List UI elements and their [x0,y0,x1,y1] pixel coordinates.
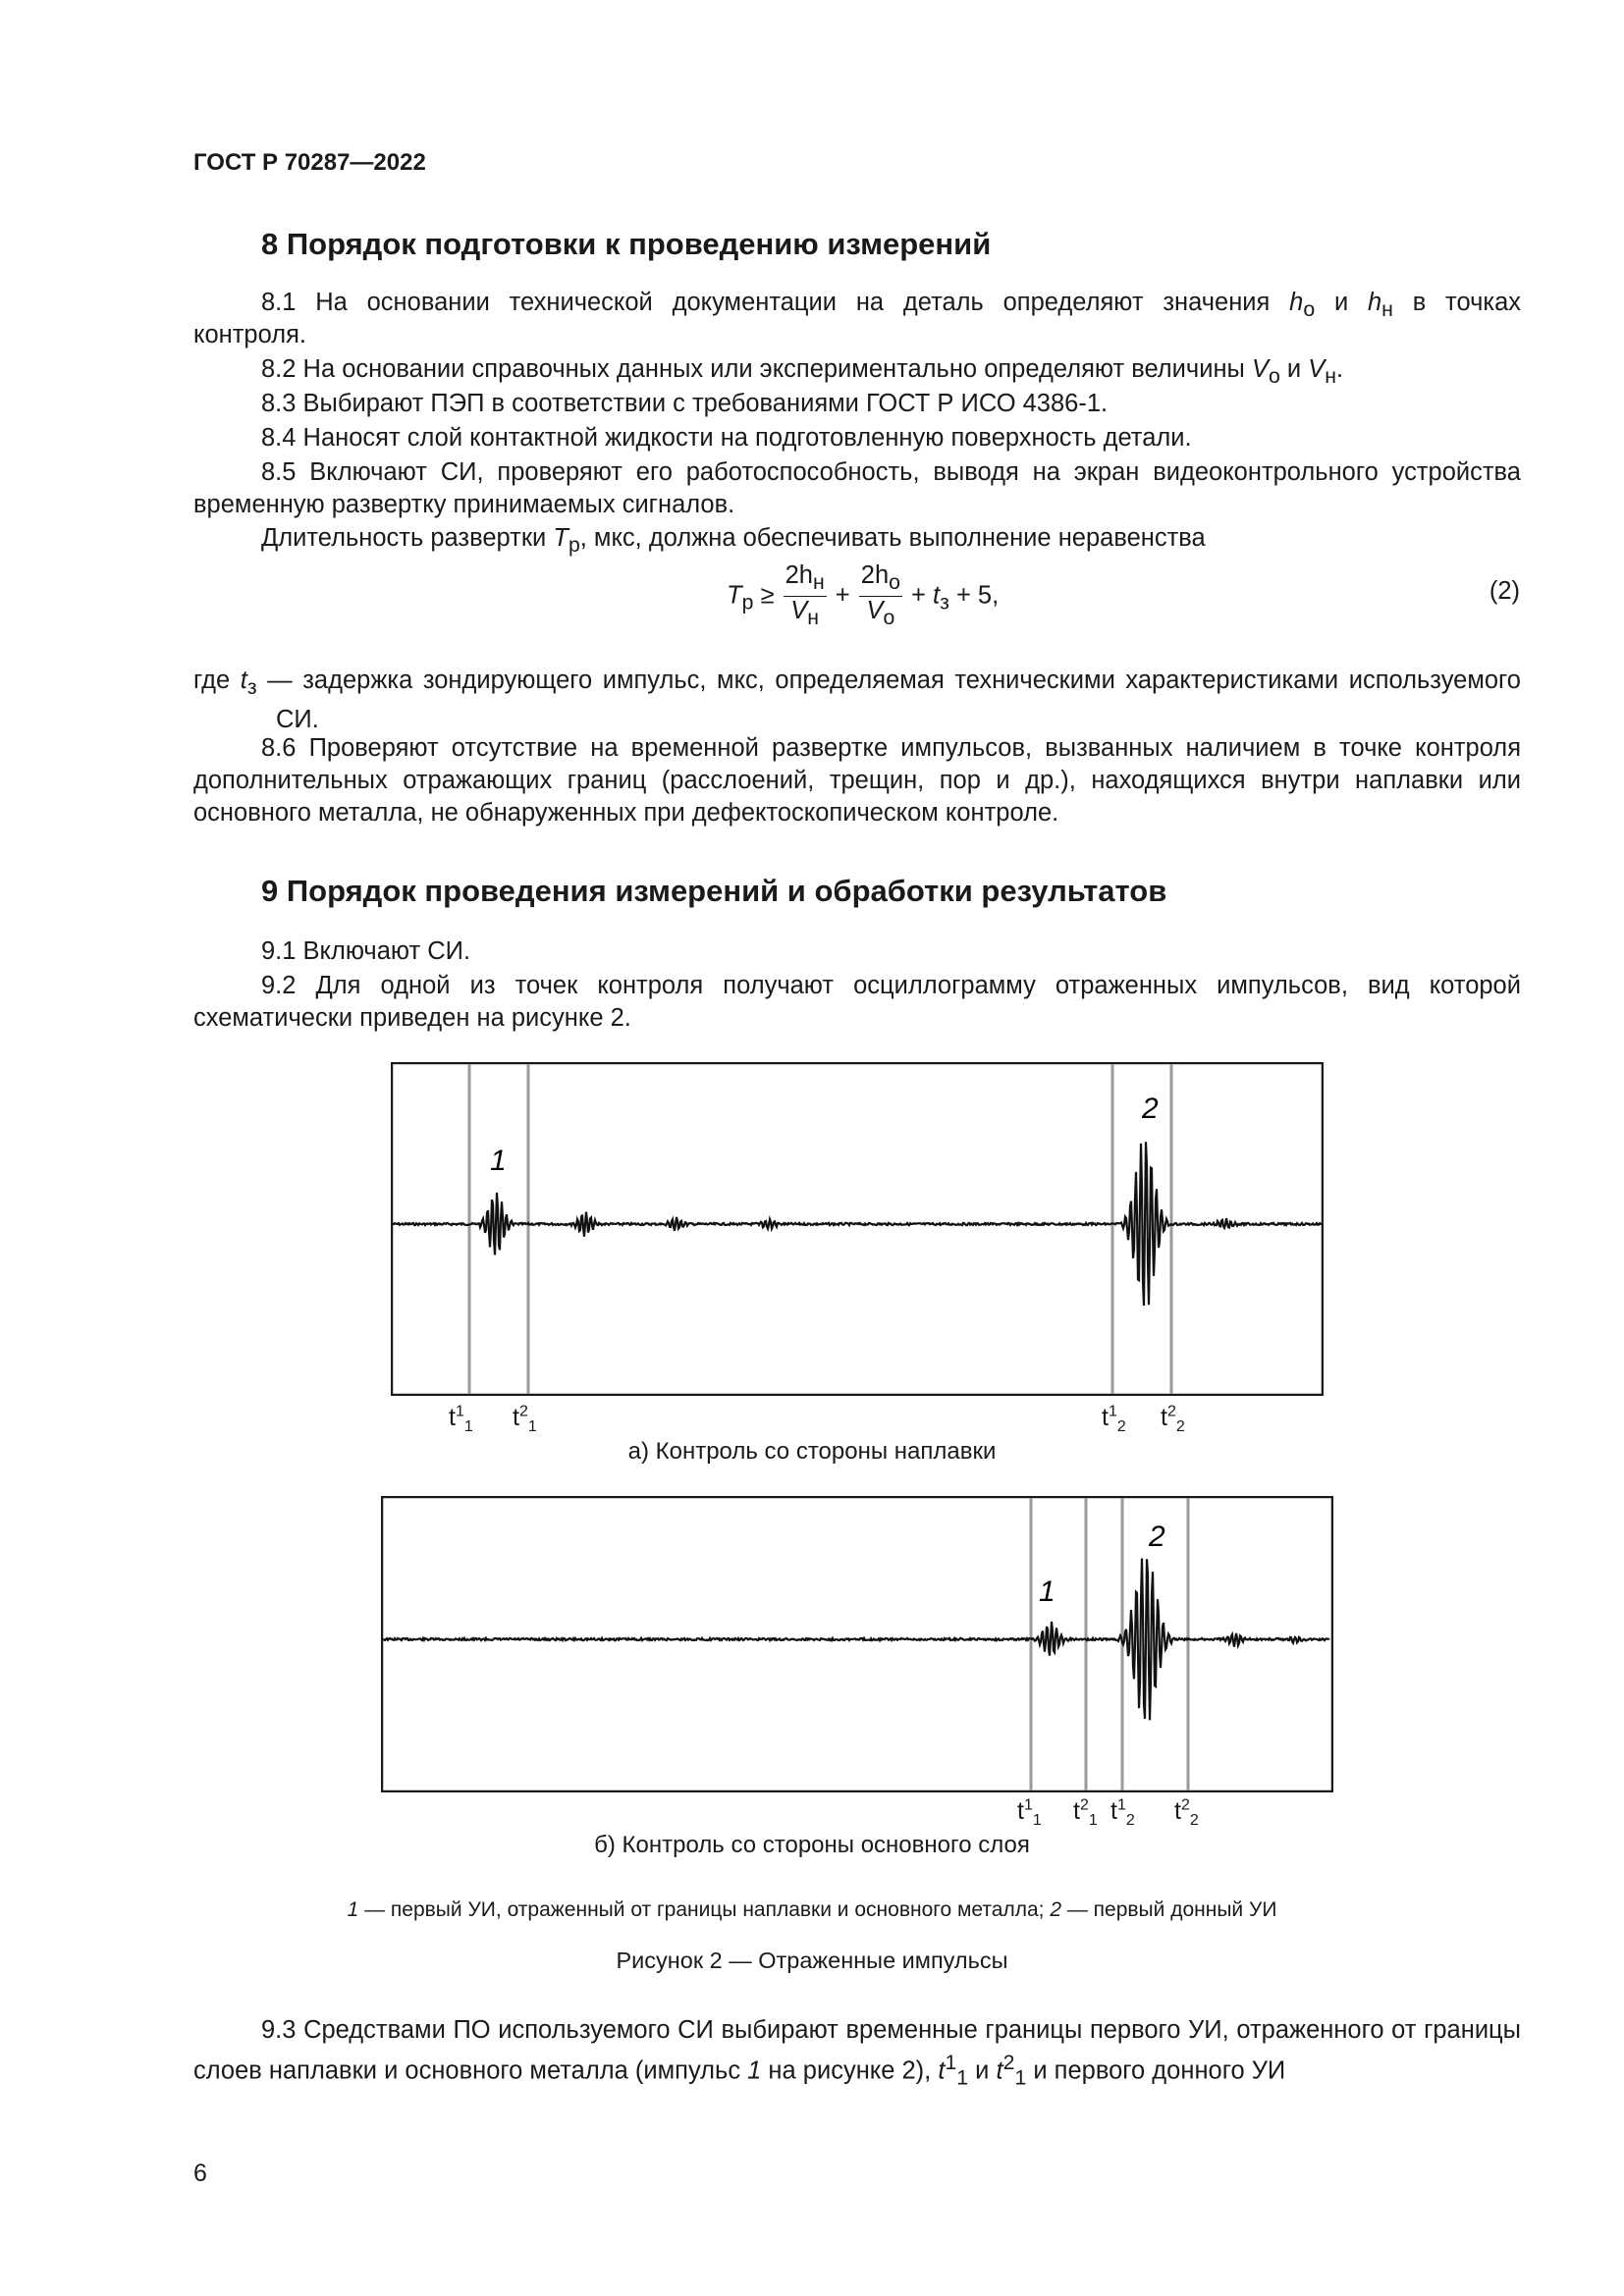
document-header: ГОСТ Р 70287—2022 [193,149,426,176]
para-9-3: 9.3 Средствами ПО используемого СИ выбирают временные границы первого УИ, отраженного от границы слоев наплавки и основного металла (импульс 1 на рисунке 2), $t^1_1$ и $t^2_1$ и первого донного УИ [193,2016,1521,2090]
para-duration: Длительность развертки $T_р$, мкс, должна обеспечивать выполнение неравенства [261,524,1206,558]
panel-b-caption: б) Контроль со стороны основного слоя [594,1832,1030,1858]
formula-number: (2) [1489,577,1520,605]
panel-a-frame [392,1063,1323,1395]
tick-label-t2-1: $t^1_2$ [1102,1403,1126,1435]
para-8-3: 8.3 Выбирают ПЭП в соответствии с требованиями ГОСТ Р ИСО 4386-1. [261,390,1109,417]
oscillogram-panel-b [381,1496,1333,1792]
para-8-1: 8.1 На основании технической документации на деталь определяют значения $h_о$ и $h_н$ в точках [261,289,1521,322]
tick-label-b-t1-2: $t^2_1$ [1073,1796,1098,1829]
para-8-6: 8.6 Проверяют отсутствие на временной развертке импульсов, вызванных наличием в точке контроля дополнительных отражающих границ (расслоений, трещин, пор и др.), находящихся внутри наплавки или основного металла, не обнаруженных при дефектоскопическом контроле. [193,734,1521,827]
figure-legend: 1 — первый УИ, отраженный от границы наплавки и основного металла; 2 — первый донный УИ [347,1898,1277,1921]
oscillogram-panel-a [391,1062,1324,1396]
tick-label-t2-2: $t^2_2$ [1161,1403,1185,1435]
tick-label-t1-1: $t^1_1$ [449,1403,473,1435]
tick-label-t1-2: $t^2_1$ [513,1403,537,1435]
panel-a-caption: а) Контроль со стороны наплавки [627,1438,997,1465]
para-8-1-cont: контроля. [193,321,306,348]
para-8-2: 8.2 На основании справочных данных или экспериментально определяют величины $V_о$ и $V_н$. [261,355,1344,389]
formula-2: $T_р$ ≥ $\frac{2h_н}{V_н}$ + $\frac{2h_о}{V_о}$ + $t_з + 5$, [727,561,1000,630]
section-9-title: 9 Порядок проведения измерений и обработки результатов [261,874,1167,908]
para-9-2: 9.2 Для одной из точек контроля получают осциллограмму отраженных импульсов, вид которой схематически приведен на рисунке 2. [193,972,1521,1032]
para-where: где $t_з$ — задержка зондирующего импульс, мкс, определяемая техническими характеристиками используемого СИ. [193,667,1521,734]
pulse-1-label-b: 1 [1039,1575,1056,1608]
pulse-2-label-b: 2 [1149,1521,1165,1553]
figure-title: Рисунок 2 — Отраженные импульсы [616,1948,1008,1973]
para-9-1: 9.1 Включают СИ. [261,937,471,965]
tick-label-b-t2-2: $t^2_2$ [1174,1796,1199,1829]
section-8-title: 8 Порядок подготовки к проведению измерений [261,227,992,261]
pulse-2-label: 2 [1142,1093,1159,1125]
pulse-1-label: 1 [490,1145,507,1177]
fraction-hn-vn: $\frac{2h_н}{V_н}$ [785,561,825,630]
tick-label-b-t2-1: $t^1_2$ [1110,1796,1135,1829]
para-8-4: 8.4 Наносят слой контактной жидкости на подготовленную поверхность детали. [261,424,1192,452]
tick-label-b-t1-1: $t^1_1$ [1017,1796,1042,1829]
para-8-5: 8.5 Включают СИ, проверяют его работоспособность, выводя на экран видеоконтрольного устройства временную развертку принимаемых сигналов. [193,458,1521,518]
panel-b-frame [382,1497,1332,1791]
page-number: 6 [193,2160,207,2187]
fraction-ho-vo: $\frac{2h_о}{V_о}$ [860,561,900,630]
